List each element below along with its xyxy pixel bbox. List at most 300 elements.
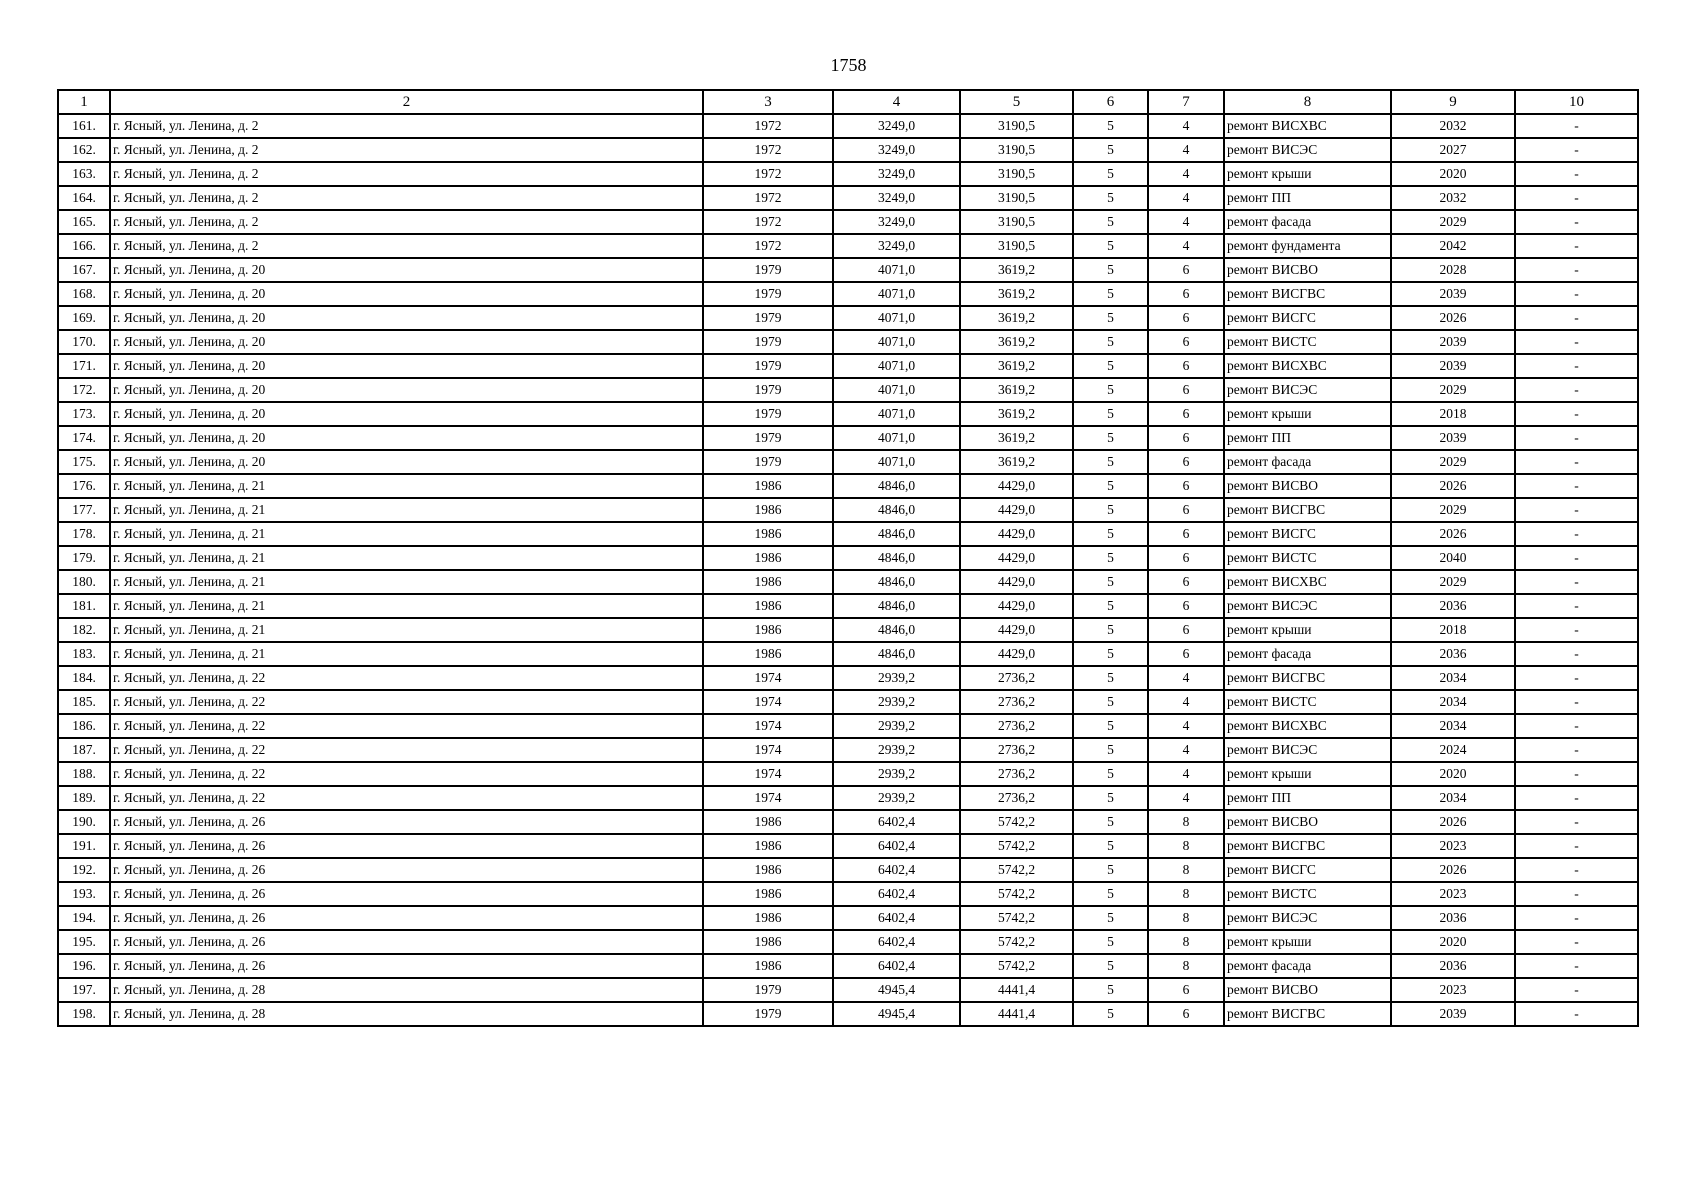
total-area-cell: 3249,0 [833,234,960,258]
total-area-cell: 3249,0 [833,186,960,210]
table-row [58,666,1638,690]
entrances-cell: 6 [1148,282,1224,306]
row-number-cell: 175. [58,450,110,474]
total-area-cell: 2939,2 [833,762,960,786]
entrances-cell: 8 [1148,858,1224,882]
total-area-cell: 3249,0 [833,210,960,234]
year-cell: 1986 [703,522,833,546]
page-number: 1758 [830,55,867,75]
work-type-cell: ремонт ПП [1224,426,1391,450]
column-header: 2 [110,90,703,114]
floors-cell: 5 [1073,426,1148,450]
planned-year-cell: 2039 [1391,330,1515,354]
row-number-cell: 185. [58,690,110,714]
address-cell: г. Ясный, ул. Ленина, д. 22 [110,786,703,810]
note-cell: - [1515,522,1638,546]
address-cell: г. Ясный, ул. Ленина, д. 21 [110,642,703,666]
living-area-cell: 5742,2 [960,906,1073,930]
work-type-cell: ремонт ВИСТС [1224,690,1391,714]
row-number-cell: 177. [58,498,110,522]
work-type-cell: ремонт ВИСХВС [1224,114,1391,138]
year-cell: 1986 [703,546,833,570]
table-row [58,714,1638,738]
total-area-cell: 4071,0 [833,378,960,402]
table-row [58,522,1638,546]
year-cell: 1979 [703,450,833,474]
entrances-cell: 6 [1148,330,1224,354]
note-cell: - [1515,666,1638,690]
floors-cell: 5 [1073,762,1148,786]
note-cell: - [1515,594,1638,618]
floors-cell: 5 [1073,858,1148,882]
year-cell: 1986 [703,834,833,858]
entrances-cell: 4 [1148,234,1224,258]
year-cell: 1986 [703,570,833,594]
total-area-cell: 4945,4 [833,978,960,1002]
total-area-cell: 4071,0 [833,450,960,474]
year-cell: 1986 [703,954,833,978]
floors-cell: 5 [1073,474,1148,498]
row-number-cell: 170. [58,330,110,354]
living-area-cell: 4429,0 [960,498,1073,522]
year-cell: 1986 [703,594,833,618]
entrances-cell: 4 [1148,162,1224,186]
note-cell: - [1515,546,1638,570]
row-number-cell: 187. [58,738,110,762]
entrances-cell: 6 [1148,426,1224,450]
column-header: 10 [1515,90,1638,114]
total-area-cell: 3249,0 [833,162,960,186]
note-cell: - [1515,954,1638,978]
table-row [58,138,1638,162]
work-type-cell: ремонт ВИСЭС [1224,378,1391,402]
year-cell: 1979 [703,378,833,402]
floors-cell: 5 [1073,186,1148,210]
living-area-cell: 3190,5 [960,210,1073,234]
total-area-cell: 4846,0 [833,546,960,570]
total-area-cell: 4945,4 [833,1002,960,1026]
planned-year-cell: 2026 [1391,810,1515,834]
address-cell: г. Ясный, ул. Ленина, д. 22 [110,666,703,690]
year-cell: 1972 [703,186,833,210]
living-area-cell: 3619,2 [960,426,1073,450]
year-cell: 1986 [703,882,833,906]
living-area-cell: 4429,0 [960,522,1073,546]
floors-cell: 5 [1073,354,1148,378]
living-area-cell: 2736,2 [960,714,1073,738]
address-cell: г. Ясный, ул. Ленина, д. 2 [110,162,703,186]
total-area-cell: 6402,4 [833,810,960,834]
address-cell: г. Ясный, ул. Ленина, д. 26 [110,954,703,978]
living-area-cell: 2736,2 [960,738,1073,762]
planned-year-cell: 2029 [1391,210,1515,234]
year-cell: 1986 [703,858,833,882]
work-type-cell: ремонт ВИСГВС [1224,1002,1391,1026]
total-area-cell: 4846,0 [833,594,960,618]
table-row [58,234,1638,258]
address-cell: г. Ясный, ул. Ленина, д. 22 [110,690,703,714]
total-area-cell: 4071,0 [833,258,960,282]
table-row [58,570,1638,594]
work-type-cell: ремонт крыши [1224,618,1391,642]
floors-cell: 5 [1073,450,1148,474]
note-cell: - [1515,186,1638,210]
floors-cell: 5 [1073,234,1148,258]
row-number-cell: 190. [58,810,110,834]
floors-cell: 5 [1073,114,1148,138]
row-number-cell: 163. [58,162,110,186]
row-number-cell: 193. [58,882,110,906]
address-cell: г. Ясный, ул. Ленина, д. 20 [110,282,703,306]
year-cell: 1972 [703,138,833,162]
year-cell: 1979 [703,402,833,426]
entrances-cell: 4 [1148,186,1224,210]
work-type-cell: ремонт фасада [1224,642,1391,666]
year-cell: 1979 [703,282,833,306]
planned-year-cell: 2029 [1391,450,1515,474]
note-cell: - [1515,834,1638,858]
note-cell: - [1515,1002,1638,1026]
floors-cell: 5 [1073,210,1148,234]
row-number-cell: 161. [58,114,110,138]
note-cell: - [1515,930,1638,954]
living-area-cell: 3190,5 [960,234,1073,258]
row-number-cell: 180. [58,570,110,594]
address-cell: г. Ясный, ул. Ленина, д. 2 [110,114,703,138]
year-cell: 1979 [703,426,833,450]
row-number-cell: 164. [58,186,110,210]
planned-year-cell: 2029 [1391,378,1515,402]
note-cell: - [1515,810,1638,834]
living-area-cell: 4429,0 [960,474,1073,498]
work-type-cell: ремонт ВИСГВС [1224,498,1391,522]
total-area-cell: 4846,0 [833,474,960,498]
address-cell: г. Ясный, ул. Ленина, д. 21 [110,522,703,546]
entrances-cell: 4 [1148,138,1224,162]
total-area-cell: 2939,2 [833,786,960,810]
table-row [58,930,1638,954]
planned-year-cell: 2028 [1391,258,1515,282]
total-area-cell: 6402,4 [833,882,960,906]
work-type-cell: ремонт ВИСТС [1224,882,1391,906]
entrances-cell: 4 [1148,666,1224,690]
note-cell: - [1515,786,1638,810]
planned-year-cell: 2029 [1391,570,1515,594]
total-area-cell: 4071,0 [833,426,960,450]
living-area-cell: 2736,2 [960,690,1073,714]
planned-year-cell: 2036 [1391,642,1515,666]
table-row [58,498,1638,522]
total-area-cell: 3249,0 [833,138,960,162]
entrances-cell: 6 [1148,642,1224,666]
planned-year-cell: 2026 [1391,306,1515,330]
floors-cell: 5 [1073,306,1148,330]
total-area-cell: 6402,4 [833,834,960,858]
address-cell: г. Ясный, ул. Ленина, д. 2 [110,234,703,258]
work-type-cell: ремонт ВИСГВС [1224,834,1391,858]
row-number-cell: 166. [58,234,110,258]
column-header: 1 [58,90,110,114]
work-type-cell: ремонт ВИСГВС [1224,282,1391,306]
row-number-cell: 176. [58,474,110,498]
note-cell: - [1515,642,1638,666]
note-cell: - [1515,498,1638,522]
row-number-cell: 181. [58,594,110,618]
total-area-cell: 4846,0 [833,498,960,522]
row-number-cell: 183. [58,642,110,666]
column-header: 4 [833,90,960,114]
row-number-cell: 188. [58,762,110,786]
total-area-cell: 6402,4 [833,906,960,930]
entrances-cell: 6 [1148,522,1224,546]
planned-year-cell: 2027 [1391,138,1515,162]
row-number-cell: 178. [58,522,110,546]
year-cell: 1972 [703,210,833,234]
planned-year-cell: 2039 [1391,1002,1515,1026]
work-type-cell: ремонт ВИСХВС [1224,714,1391,738]
note-cell: - [1515,738,1638,762]
year-cell: 1986 [703,810,833,834]
living-area-cell: 3190,5 [960,162,1073,186]
note-cell: - [1515,906,1638,930]
table-row [58,690,1638,714]
floors-cell: 5 [1073,786,1148,810]
row-number-cell: 197. [58,978,110,1002]
address-cell: г. Ясный, ул. Ленина, д. 20 [110,402,703,426]
entrances-cell: 4 [1148,786,1224,810]
note-cell: - [1515,858,1638,882]
living-area-cell: 5742,2 [960,882,1073,906]
total-area-cell: 2939,2 [833,738,960,762]
work-type-cell: ремонт ВИСВО [1224,474,1391,498]
work-type-cell: ремонт ВИСГС [1224,522,1391,546]
living-area-cell: 3619,2 [960,378,1073,402]
floors-cell: 5 [1073,666,1148,690]
planned-year-cell: 2020 [1391,930,1515,954]
living-area-cell: 3190,5 [960,138,1073,162]
table-row [58,954,1638,978]
address-cell: г. Ясный, ул. Ленина, д. 21 [110,546,703,570]
work-type-cell: ремонт ВИСХВС [1224,570,1391,594]
floors-cell: 5 [1073,570,1148,594]
year-cell: 1974 [703,690,833,714]
living-area-cell: 3619,2 [960,330,1073,354]
living-area-cell: 5742,2 [960,954,1073,978]
entrances-cell: 4 [1148,210,1224,234]
planned-year-cell: 2026 [1391,522,1515,546]
entrances-cell: 6 [1148,450,1224,474]
table-row [58,906,1638,930]
address-cell: г. Ясный, ул. Ленина, д. 20 [110,450,703,474]
row-number-cell: 186. [58,714,110,738]
address-cell: г. Ясный, ул. Ленина, д. 26 [110,882,703,906]
table-row [58,594,1638,618]
address-cell: г. Ясный, ул. Ленина, д. 21 [110,498,703,522]
note-cell: - [1515,450,1638,474]
table-row [58,786,1638,810]
address-cell: г. Ясный, ул. Ленина, д. 26 [110,834,703,858]
entrances-cell: 8 [1148,930,1224,954]
table-row [58,162,1638,186]
living-area-cell: 3619,2 [960,306,1073,330]
entrances-cell: 8 [1148,906,1224,930]
planned-year-cell: 2018 [1391,618,1515,642]
total-area-cell: 6402,4 [833,954,960,978]
row-number-cell: 174. [58,426,110,450]
living-area-cell: 5742,2 [960,834,1073,858]
year-cell: 1979 [703,1002,833,1026]
row-number-cell: 192. [58,858,110,882]
column-header: 8 [1224,90,1391,114]
note-cell: - [1515,402,1638,426]
note-cell: - [1515,162,1638,186]
planned-year-cell: 2039 [1391,426,1515,450]
table-row [58,834,1638,858]
year-cell: 1979 [703,330,833,354]
work-type-cell: ремонт ВИСВО [1224,810,1391,834]
living-area-cell: 3619,2 [960,354,1073,378]
table-row [58,546,1638,570]
living-area-cell: 5742,2 [960,858,1073,882]
work-type-cell: ремонт ВИСГС [1224,306,1391,330]
total-area-cell: 4071,0 [833,306,960,330]
year-cell: 1979 [703,306,833,330]
year-cell: 1986 [703,474,833,498]
planned-year-cell: 2023 [1391,882,1515,906]
living-area-cell: 5742,2 [960,810,1073,834]
floors-cell: 5 [1073,138,1148,162]
planned-year-cell: 2026 [1391,474,1515,498]
floors-cell: 5 [1073,282,1148,306]
work-type-cell: ремонт ВИСЭС [1224,906,1391,930]
address-cell: г. Ясный, ул. Ленина, д. 21 [110,570,703,594]
address-cell: г. Ясный, ул. Ленина, д. 22 [110,714,703,738]
year-cell: 1972 [703,162,833,186]
entrances-cell: 8 [1148,810,1224,834]
work-type-cell: ремонт ВИСТС [1224,330,1391,354]
planned-year-cell: 2034 [1391,786,1515,810]
floors-cell: 5 [1073,378,1148,402]
entrances-cell: 6 [1148,1002,1224,1026]
entrances-cell: 4 [1148,714,1224,738]
entrances-cell: 6 [1148,474,1224,498]
floors-cell: 5 [1073,978,1148,1002]
entrances-cell: 6 [1148,258,1224,282]
entrances-cell: 4 [1148,762,1224,786]
table-row [58,306,1638,330]
year-cell: 1974 [703,714,833,738]
table-row [58,1002,1638,1026]
row-number-cell: 162. [58,138,110,162]
row-number-cell: 191. [58,834,110,858]
note-cell: - [1515,978,1638,1002]
year-cell: 1986 [703,930,833,954]
repair-schedule-table [57,89,1639,1027]
total-area-cell: 4071,0 [833,330,960,354]
year-cell: 1974 [703,666,833,690]
living-area-cell: 4429,0 [960,642,1073,666]
column-header: 7 [1148,90,1224,114]
address-cell: г. Ясный, ул. Ленина, д. 20 [110,378,703,402]
row-number-cell: 198. [58,1002,110,1026]
row-number-cell: 194. [58,906,110,930]
row-number-cell: 169. [58,306,110,330]
address-cell: г. Ясный, ул. Ленина, д. 20 [110,426,703,450]
table-row [58,282,1638,306]
entrances-cell: 4 [1148,738,1224,762]
floors-cell: 5 [1073,258,1148,282]
address-cell: г. Ясный, ул. Ленина, д. 21 [110,594,703,618]
planned-year-cell: 2042 [1391,234,1515,258]
planned-year-cell: 2024 [1391,738,1515,762]
floors-cell: 5 [1073,522,1148,546]
note-cell: - [1515,234,1638,258]
floors-cell: 5 [1073,738,1148,762]
row-number-cell: 179. [58,546,110,570]
entrances-cell: 6 [1148,354,1224,378]
living-area-cell: 3190,5 [960,114,1073,138]
living-area-cell: 3619,2 [960,402,1073,426]
column-header: 9 [1391,90,1515,114]
address-cell: г. Ясный, ул. Ленина, д. 20 [110,306,703,330]
table-row [58,978,1638,1002]
total-area-cell: 2939,2 [833,690,960,714]
note-cell: - [1515,762,1638,786]
total-area-cell: 3249,0 [833,114,960,138]
floors-cell: 5 [1073,954,1148,978]
total-area-cell: 2939,2 [833,666,960,690]
living-area-cell: 5742,2 [960,930,1073,954]
work-type-cell: ремонт ВИСЭС [1224,738,1391,762]
floors-cell: 5 [1073,930,1148,954]
column-header: 5 [960,90,1073,114]
total-area-cell: 4071,0 [833,282,960,306]
address-cell: г. Ясный, ул. Ленина, д. 26 [110,930,703,954]
living-area-cell: 4441,4 [960,1002,1073,1026]
address-cell: г. Ясный, ул. Ленина, д. 22 [110,762,703,786]
year-cell: 1974 [703,786,833,810]
entrances-cell: 6 [1148,978,1224,1002]
address-cell: г. Ясный, ул. Ленина, д. 21 [110,474,703,498]
year-cell: 1979 [703,354,833,378]
table-row [58,762,1638,786]
floors-cell: 5 [1073,834,1148,858]
living-area-cell: 4429,0 [960,618,1073,642]
row-number-cell: 168. [58,282,110,306]
work-type-cell: ремонт ВИСЭС [1224,594,1391,618]
entrances-cell: 6 [1148,378,1224,402]
row-number-cell: 165. [58,210,110,234]
planned-year-cell: 2034 [1391,666,1515,690]
total-area-cell: 6402,4 [833,930,960,954]
work-type-cell: ремонт ВИСВО [1224,258,1391,282]
entrances-cell: 6 [1148,402,1224,426]
note-cell: - [1515,474,1638,498]
row-number-cell: 182. [58,618,110,642]
planned-year-cell: 2040 [1391,546,1515,570]
row-number-cell: 171. [58,354,110,378]
note-cell: - [1515,714,1638,738]
planned-year-cell: 2020 [1391,762,1515,786]
work-type-cell: ремонт ВИСТС [1224,546,1391,570]
planned-year-cell: 2026 [1391,858,1515,882]
floors-cell: 5 [1073,330,1148,354]
table-row [58,330,1638,354]
note-cell: - [1515,570,1638,594]
floors-cell: 5 [1073,618,1148,642]
total-area-cell: 4846,0 [833,522,960,546]
address-cell: г. Ясный, ул. Ленина, д. 20 [110,258,703,282]
